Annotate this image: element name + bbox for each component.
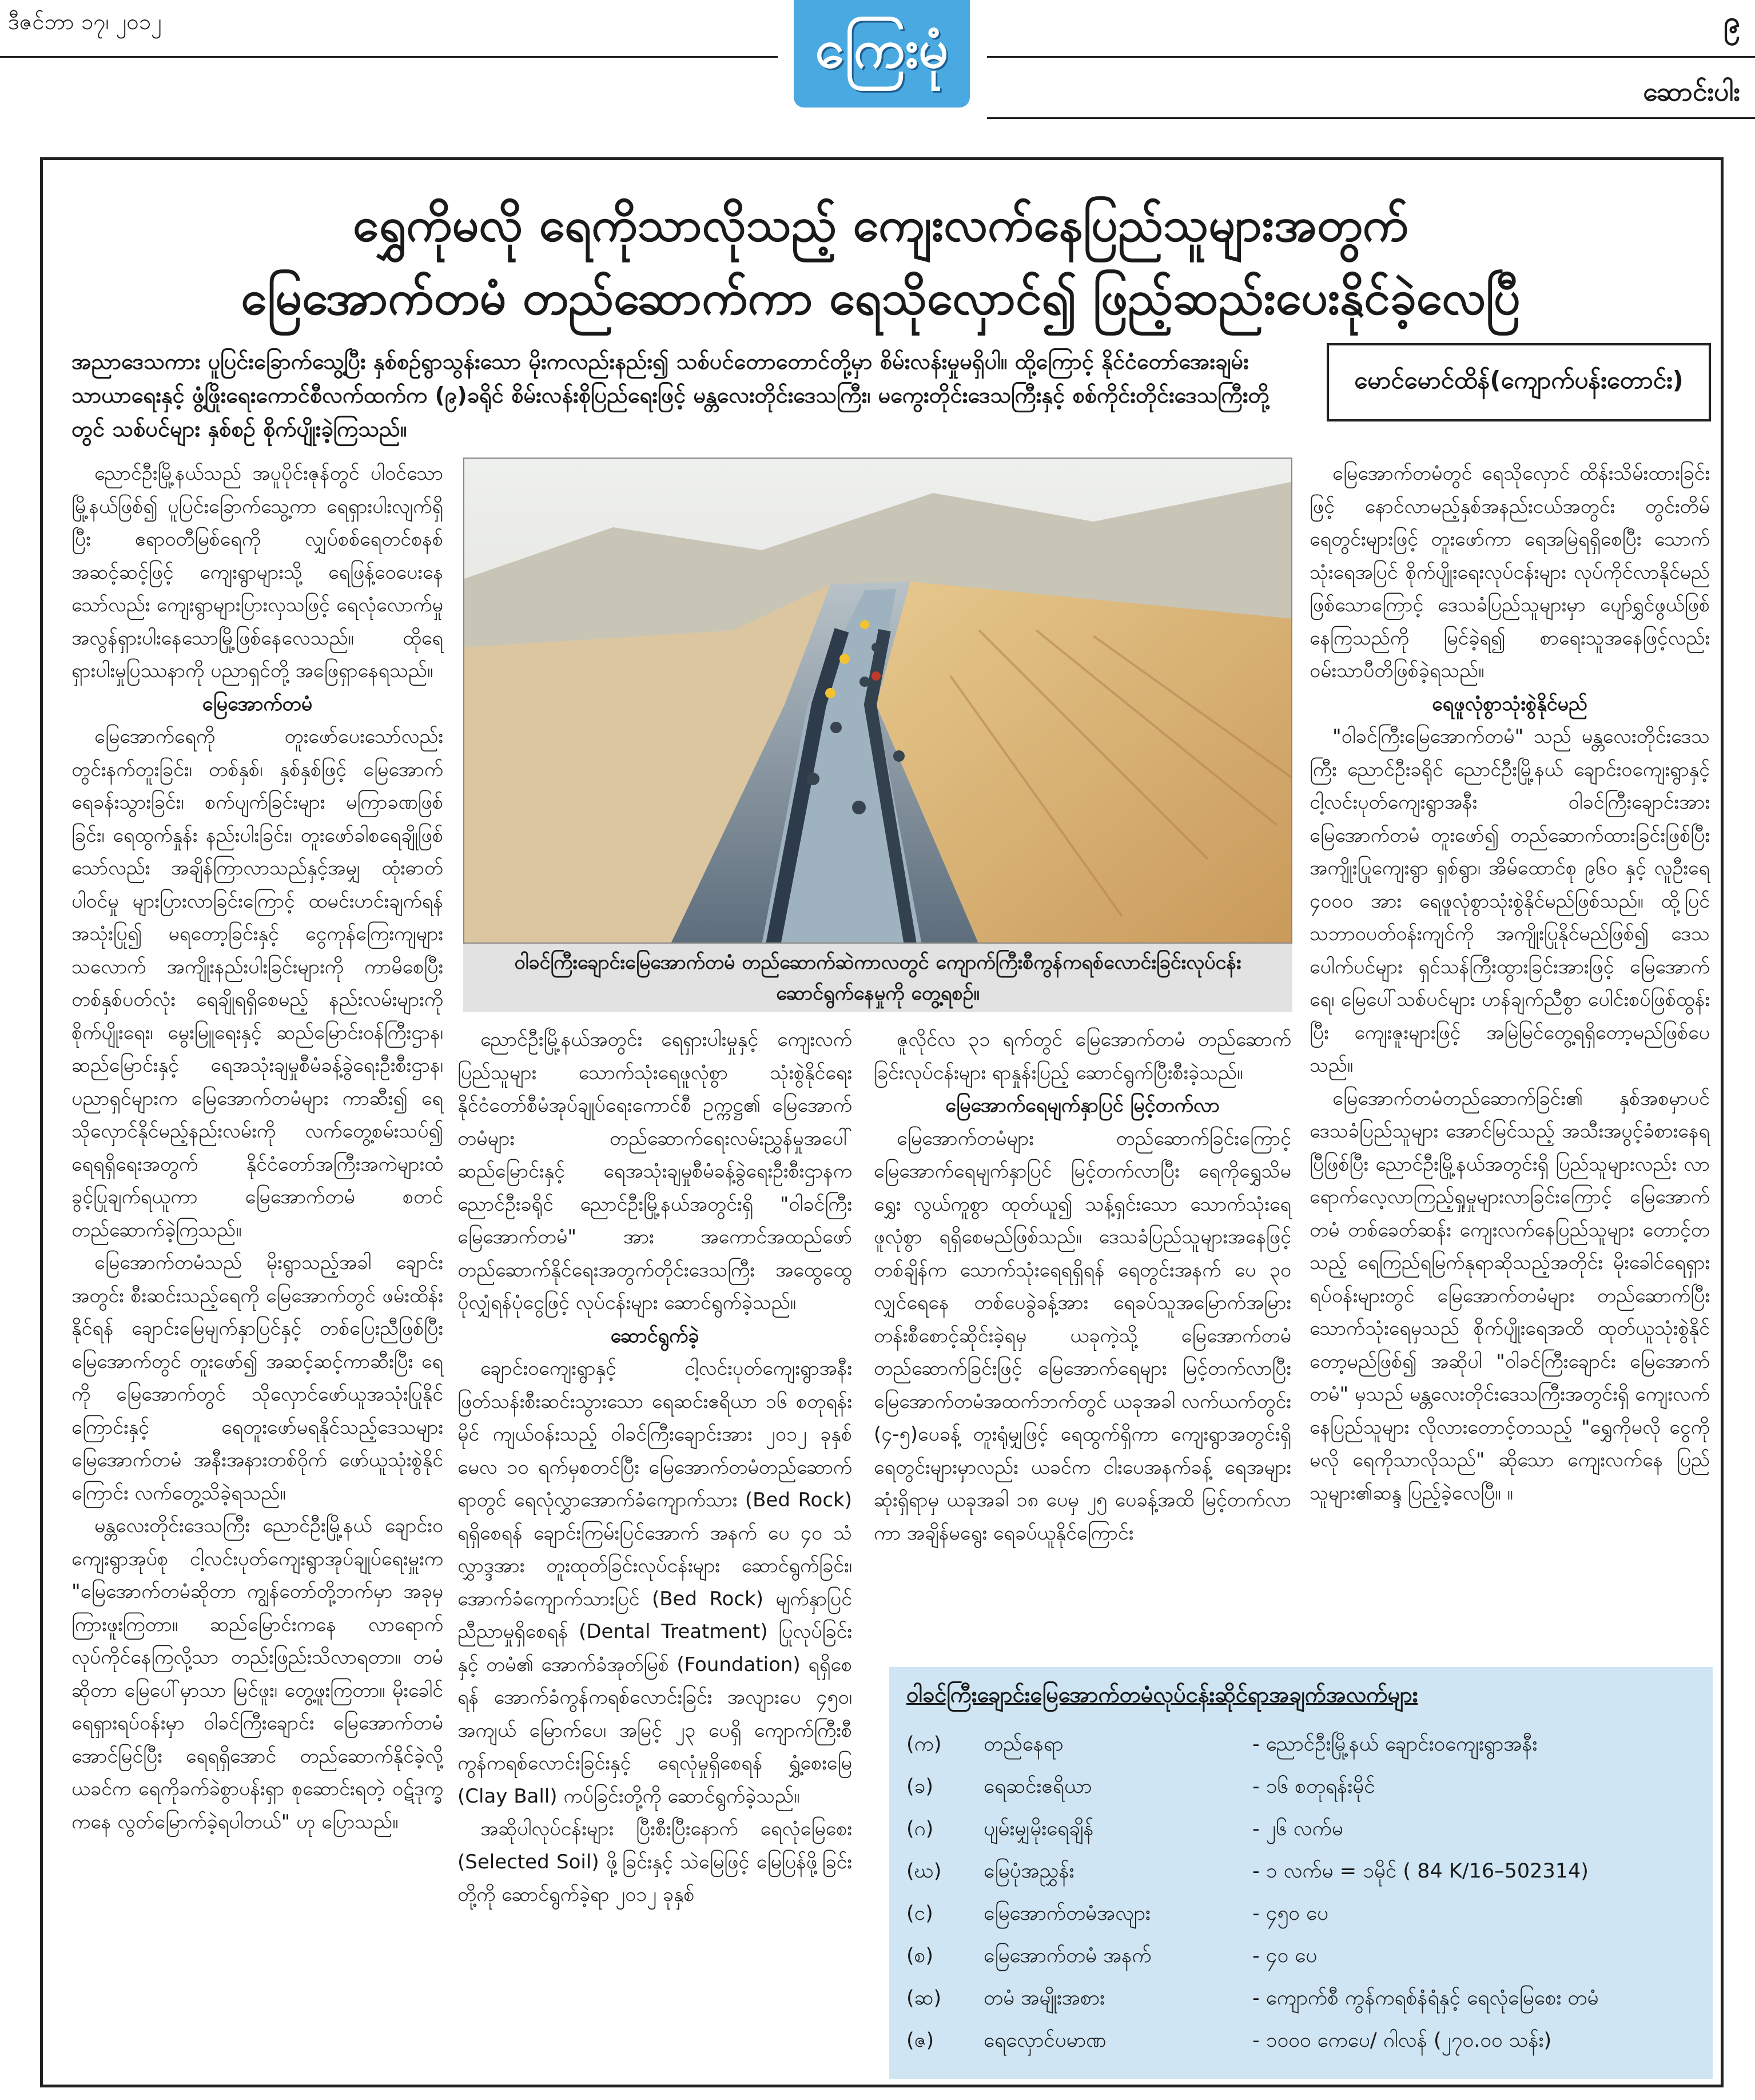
headline-line-1: ရွှေကိုမလို ရေကိုသာလိုသည့် ကျေးလက်နေပြည်သူများအတွက် <box>353 198 1408 252</box>
article-column-2 <box>457 1024 852 1912</box>
fact-value: - ၁ လက်မ = ၁မိုင် ( 84 K/16–502314) <box>1252 1860 1589 1883</box>
subheading: မြေအောက်ရေမျက်နှာပြင် မြင့်တက်လာ <box>945 1094 1220 1117</box>
fact-label: ရေလှောင်ပမာဏ <box>984 2029 1107 2052</box>
fact-row <box>906 1977 1696 2019</box>
fact-row <box>906 1765 1696 1808</box>
paragraph: ဇူလိုင်လ ၃၁ ရက်တွင် မြေအောက်တမံ တည်ဆောက်ခြင်းလုပ်ငန်းများ ရာနှုန်းပြည့် ဆောင်ရွက်ပြီးစီးခဲ့သည်။ <box>874 1028 1291 1084</box>
subheading: ရေဖူလုံစွာသုံးစွဲနိုင်မည် <box>1432 692 1587 715</box>
paragraph: မန္တလေးတိုင်းဒေသကြီး ညောင်ဦးမြို့နယ် ချောင်းဝကျေးရွာအုပ်စု ငါ့လင်းပုတ်ကျေးရွာအုပ်ချုပ်ရေးမှူးက "မြေအောက်တမံဆိုတာ ကျွန်တော်တို့ဘက်မှာ အခုမှ ကြားဖူးကြတာ။ ဆည်မြောင်းကနေ လာရောက်လုပ်ကိုင်နေကြလို့သာ တည်းဖြည်းသိလာရတာ။ တမံဆိုတာ မြေပေါ်မှာသာ မြင်ဖူး၊ တွေ့ဖူးကြတာ။ မိုးခေါင်ရေရှားရပ်ဝန်းမှာ ဝါခင်ကြီးချောင်း မြေအောက်တမံ အောင်မြင်ပြီး ရေရရှိအောင် တည်ဆောက်နိုင်ခဲ့လို့ ယခင်က ရေကိုခက်ခဲစွာပန်းရှာ စုဆောင်းရတဲ့ ဝဋ်ဒုက္ခကနေ လွတ်မြောက်ခဲ့ရပါတယ်" ဟု ပြောသည်။ <box>71 1514 443 1833</box>
fact-number: (စ) <box>906 1944 933 1967</box>
publication-date: ဒီဇင်ဘာ ၁၇၊ ၂၀၁၂ <box>8 9 162 34</box>
header-rule-section <box>987 117 1755 119</box>
fact-value: - ၁၀၀၀ ကေပေ/ ဂါလန် (၂၇၀.၀၀ သန်း) <box>1252 2029 1552 2052</box>
fact-number: (ဃ) <box>906 1860 942 1883</box>
fact-number: (ဂ) <box>906 1817 934 1840</box>
fact-number: (ဆ) <box>906 1987 942 2010</box>
paragraph: ညောင်ဦးမြို့နယ်သည် အပူပိုင်းဇုန်တွင် ပါဝင်သောမြို့နယ်ဖြစ်၍ ပူပြင်းခြောက်သွေ့ကာ ရေရှားပါးလျက်ရှိပြီး ဧရာဝတီမြစ်ရေကို လျှပ်စစ်ရေတင်စနစ် အဆင့်ဆင့်ဖြင့် ကျေးရွာများသို့ ရေဖြန့်ဝေပေးနေသော်လည်း ကျေးရွာများပြားလှသဖြင့် ရေလုံလောက်မှု အလွန်ရှားပါးနေသောမြို့ဖြစ်နေလေသည်။ ထိုရေရှားပါးမှုပြဿနာကို ပညာရှင်တို့ အဖြေရှာနေရသည်။ <box>71 462 443 682</box>
article-column-1 <box>71 458 443 1839</box>
paragraph: အဆိုပါလုပ်ငန်းများ ပြီးစီးပြီးနောက် ရေလုံမြေစေး (Selected Soil) ဖို့ခြင်းနှင့် သဲမြေဖြင့် မြေပြန်ဖို့ခြင်းတို့ကို ဆောင်ရွက်ခဲ့ရာ ၂၀၁၂ ခုနှစ် <box>457 1817 852 1906</box>
fact-label: မြေအောက်တမံ အနက် <box>984 1944 1152 1967</box>
paragraph: ချောင်းဝကျေးရွာနှင့် ငါ့လင်းပုတ်ကျေးရွာအနီးဖြတ်သန်းစီးဆင်းသွားသော ရေဆင်းဧရိယာ ၁၆ စတုရန်းမိုင် ကျယ်ဝန်းသည့် ဝါခင်ကြီးချောင်းအား ၂၀၁၂ ခုနှစ် မေလ ၁၀ ရက်မှစတင်ပြီး မြေအောက်တမံတည်ဆောက်ရာတွင် ရေလုံလွှာအောက်ခံကျောက်သား (Bed Rock) ရရှိစေရန် ချောင်းကြမ်းပြင်အောက် အနက် ပေ ၄၀ သံလွှာဒ္ဒအား တူးထုတ်ခြင်းလုပ်ငန်းများ ဆောင်ရွက်ခြင်း၊ အောက်ခံကျောက်သားပြင် (Bed Rock) မျက်နှာပြင် ညီညာမှုရှိစေရန် (Dental Treatment) ပြုလုပ်ခြင်းနှင့် တမံ၏ အောက်ခံအုတ်မြစ် (Foundation) ရရှိစေရန် အောက်ခံကွန်ကရစ်လောင်းခြင်း အလျားပေ ၄၅၀၊ အကျယ် မြောက်ပေ၊ အမြင့် ၂၃ ပေရှိ ကျောက်ကြီးစီကွန်ကရစ်လောင်းခြင်းနှင့် ရေလုံမှုရှိစေရန် ရွှံ့စေးမြေ (Clay Ball) ကပ်ခြင်းတို့ကို ဆောင်ရွက်ခဲ့သည်။ <box>457 1357 852 1808</box>
fact-row <box>906 1892 1696 1935</box>
section-name: ဆောင်းပါး <box>1643 76 1740 107</box>
facts-title: ဝါခင်ကြီးချောင်းမြေအောက်တမံလုပ်ငန်းဆိုင်ရာအချက်အလက်များ <box>906 1682 1418 1707</box>
paragraph: မြေအောက်တမံတည်ဆောက်ခြင်း၏ နှစ်အစမှာပင် ဒေသခံပြည်သူများ အောင်မြင်သည့် အသီးအပွင့်ခံစားနေရပြီဖြစ်ပြီး ညောင်ဦးမြို့နယ်အတွင်းရှိ ပြည်သူများလည်း လာရောက်လေ့လာကြည့်ရှုမှုများလာခြင်းကြောင့် မြေအောက်တမံ တစ်ခေတ်ဆန်း ကျေးလက်နေပြည်သူများ တောင့်တသည့် ရေကြည်ရမြက်နုရာဆိုသည့်အတိုင်း မိုးခေါင်ရေရှားရပ်ဝန်းများတွင် မြေအောက်တမံများ တည်ဆောက်ပြီး သောက်သုံးရေမှသည် စိုက်ပျိုးရေအထိ ထုတ်ယူသုံးစွဲနိုင်တော့မည်ဖြစ်၍ အဆိုပါ "ဝါခင်ကြီးချောင်း မြေအောက်တမံ" မှသည် မန္တလေးတိုင်းဒေသကြီးအတွင်းရှိ ကျေးလက်နေပြည်သူများ လိုလားတောင့်တသည့် "ရွှေကိုမလို ငွေကိုမလို ရေကိုသာလိုသည်" ဆိုသော ကျေးလက်နေ ပြည်သူများ၏ဆန္ဒ ပြည့်ခဲ့လေပြီ။ ။ <box>1310 1087 1710 1505</box>
headline <box>63 189 1698 335</box>
fact-row <box>906 1808 1696 1850</box>
header-rule-left <box>0 56 778 58</box>
fact-number: (င) <box>906 1902 933 1925</box>
fact-label: တည်နေရာ <box>984 1733 1064 1756</box>
fact-label: မြေပုံအညွှန်း <box>984 1860 1075 1883</box>
paragraph: မြေအောက်တမံတွင် ရေသိုလှောင် ထိန်းသိမ်းထားခြင်းဖြင့် နောင်လာမည့်နှစ်အနည်းငယ်အတွင်း တွင်းတိမ်ရေတွင်းများဖြင့် တူးဖော်ကာ ရေအမြဲရရှိစေပြီး သောက်သုံးရေအပြင် စိုက်ပျိုးရေးလုပ်ငန်းများ လုပ်ကိုင်လာနိုင်မည်ဖြစ်သောကြောင့် ဒေသခံပြည်သူများမှာ ပျော်ရွှင်ဖွယ်ဖြစ်နေကြသည်ကို မြင်ခဲ့ရ၍ စာရေးသူအနေဖြင့်လည်း ဝမ်းသာပီတိဖြစ်ခဲ့ရသည်။ <box>1310 462 1710 682</box>
paragraph: မြေအောက်တမံများ တည်ဆောက်ခြင်းကြောင့် မြေအောက်ရေမျက်နှာပြင် မြင့်တက်လာပြီး ရေကိုရွှေသိမရွှေး လွယ်ကူစွာ ထုတ်ယူ၍ သန့်ရှင်းသော သောက်သုံးရေဖူလုံစွာ ရရှိစေမည်ဖြစ်သည်။ ဒေသခံပြည်သူများအနေဖြင့် တစ်ချိန်က သောက်သုံးရေရရှိရန် ရေတွင်းအနက် ပေ ၃၀ လျှင်ရေနေ တစ်ပေခွဲခန့်အား ရေခပ်သူအမြောက်အမြား တန်းစီစောင့်ဆိုင်းခဲ့ရမှ ယခုကဲ့သို့ မြေအောက်တမံ တည်ဆောက်ခြင်းဖြင့် မြေအောက်ရေများ မြင့်တက်လာပြီး မြေအောက်တမံအထက်ဘက်တွင် ယခုအခါ လက်ယက်တွင်း (၄-၅)ပေခန့် တူးရုံမျှဖြင့် ရေထွက်ရှိကာ ကျေးရွာအတွင်းရှိ ရေတွင်းများမှာလည်း ယခင်က ငါးပေအနက်ခန့် ရေအများဆုံးရှိရာမှ ယခုအခါ ၁၈ ပေမှ ၂၅ ပေခန့်အထိ မြင့်တက်လာကာ အချိန်မရွေး ရေခပ်ယူနိုင်ကြောင်း <box>874 1127 1291 1545</box>
fact-value: - ၄၀ ပေ <box>1252 1944 1318 1967</box>
fact-label: တမံ အမျိုးအစား <box>984 1987 1105 2010</box>
paragraph: ညောင်ဦးမြို့နယ်အတွင်း ရေရှားပါးမှုနှင့် ကျေးလက်ပြည်သူများ သောက်သုံးရေဖူလုံစွာ သုံးစွဲနိုင်ရေး နိုင်ငံတော်စီမံအုပ်ချုပ်ရေးကောင်စီ ဥက္ကဋ္ဌ၏ မြေအောက်တမံများ တည်ဆောက်ရေးလမ်းညွှန်မှုအပေါ် ဆည်မြောင်းနှင့် ရေအသုံးချမှုစီမံခန့်ခွဲရေးဦးစီးဌာနက ညောင်ဦးခရိုင် ညောင်ဦးမြို့နယ်အတွင်းရှိ "ဝါခင်ကြီးမြေအောက်တမံ" အား အကောင်အထည်ဖော် တည်ဆောက်နိုင်ရေးအတွက်တိုင်းဒေသကြီး အထွေထွေပိုလျှံရန်ပုံငွေဖြင့် လုပ်ငန်းများ ဆောင်ရွက်ခဲ့သည်။ <box>457 1028 852 1314</box>
logo-text: ကြေးမုံ <box>815 18 949 79</box>
headline-line-2: မြေအောက်တမံ တည်ဆောက်ကာ ရေသိုလှောင်၍ ဖြည့်ဆည်းပေးနိုင်ခဲ့လေပြီ <box>241 271 1521 325</box>
facts-box <box>889 1667 1713 2079</box>
page-number: ၉ <box>1723 5 1740 39</box>
fact-row <box>906 2019 1696 2062</box>
article-column-4 <box>1310 458 1710 1510</box>
fact-value: - ၄၅၀ ပေ <box>1252 1902 1328 1925</box>
fact-row <box>906 1850 1696 1892</box>
byline-box <box>1327 343 1711 421</box>
header-rule-right <box>987 56 1755 58</box>
paragraph: "ဝါခင်ကြီးမြေအောက်တမံ" သည် မန္တလေးတိုင်းဒေသကြီး ညောင်ဦးခရိုင် ညောင်ဦးမြို့နယ် ချောင်းဝကျေးရွာနှင့် ငါ့လင်းပုတ်ကျေးရွာအနီး ဝါခင်ကြီးချောင်းအား မြေအောက်တမံ တူးဖော်၍ တည်ဆောက်ထားခြင်းဖြစ်ပြီး အကျိုးပြုကျေးရွာ ရှစ်ရွာ၊ အိမ်ထောင်စု ၉၆၀ နှင့် လူဦးရေ ၄၀၀၀ အား ရေဖူလုံစွာသုံးစွဲနိုင်မည်ဖြစ်သည်။ ထို့ပြင် သဘာဝပတ်ဝန်းကျင်ကို အကျိုးပြုနိုင်မည်ဖြစ်၍ ဒေသပေါက်ပင်များ ရှင်သန်ကြီးထွားခြင်းအားဖြင့် မြေအောက်ရေ၊ မြေပေါ်သစ်ပင်များ ဟန်ချက်ညီစွာ ပေါင်းစပ်ဖြစ်ထွန်းပြီး ကျေးဇူးများဖြင့် အမြဲမြင်တွေ့ရရှိတော့မည်ဖြစ်ပေသည်။ <box>1310 725 1710 1077</box>
fact-number: (က) <box>906 1733 942 1756</box>
fact-number: (ဇ) <box>906 2029 934 2052</box>
fact-row <box>906 1935 1696 1977</box>
fact-number: (ခ) <box>906 1775 933 1798</box>
paragraph: မြေအောက်ရေကို တူးဖော်ပေးသော်လည်း တွင်းနက်တူးခြင်း၊ တစ်နှစ်၊ နှစ်နှစ်ဖြင့် မြေအောက်ရေခန်းသွားခြင်း၊ စက်ပျက်ခြင်းများ မကြာခဏဖြစ်ခြင်း၊ ရေထွက်နှုန်း နည်းပါးခြင်း၊ တူးဖော်ခါစရေချိုဖြစ်သော်လည်း အချိန်ကြာလာသည်နှင့်အမျှ ထုံးဓာတ်ပါဝင်မှု များပြားလာခြင်းကြောင့် ထမင်းဟင်းချက်ရန် အသုံးပြု၍ မရတော့ခြင်းနှင့် ငွေကုန်ကြေးကျများသလောက် အကျိုးနည်းပါးခြင်းများကို ကာမိစေပြီး တစ်နှစ်ပတ်လုံး ရေချိုရရှိစေမည့် နည်းလမ်းများကို စိုက်ပျိုးရေး၊ မွေးမြူရေးနှင့် ဆည်မြောင်းဝန်ကြီးဌာန၊ ဆည်မြောင်းနှင့် ရေအသုံးချမှုစီမံခန့်ခွဲရေးဦးစီးဌာန၊ ပညာရှင်များက မြေအောက်တမံများ ကာဆီး၍ ရေသိုလှောင်နိုင်မည့်နည်းလမ်းကို လက်တွေ့စမ်းသပ်၍ ရေရရှိရေးအတွက် နိုင်ငံတော်အကြီးအကဲများထံ ခွင့်ပြုချက်ရယူကာ မြေအောက်တမံ စတင်တည်ဆောက်ခဲ့ကြသည်။ <box>71 725 443 1242</box>
lead-paragraph: အညာဒေသကား ပူပြင်းခြောက်သွေ့ပြီး နှစ်စဉ်ရွာသွန်းသော မိုးကလည်းနည်း၍ သစ်ပင်တောတောင်တို့မှာ စိမ်းလန်းမှုမရှိပါ။ ထို့ကြောင့် နိုင်ငံတော်အေးချမ်းသာယာရေးနှင့် ဖွံ့ဖြိုးရေးကောင်စီလက်ထက်က (၉)ခရိုင် စိမ်းလန်းစိုပြည်ရေးဖြင့် မန္တလေးတိုင်းဒေသကြီး၊ မကွေးတိုင်းဒေသကြီးနှင့် စစ်ကိုင်းတိုင်းဒေသကြီးတို့တွင် သစ်ပင်များ နှစ်စဉ် စိုက်ပျိုးခဲ့ကြသည်။ <box>71 349 1270 442</box>
subheading: ဆောင်ရွက်ခဲ့ <box>610 1324 699 1347</box>
byline: မောင်မောင်ထိန်(ကျောက်ပန်းတောင်း) <box>1354 365 1684 394</box>
fact-row <box>906 1723 1696 1765</box>
fact-label: မြေအောက်တမံအလျား <box>984 1902 1151 1925</box>
fact-value: - ၂၆ လက်မ <box>1252 1817 1343 1840</box>
paragraph: မြေအောက်တမံသည် မိုးရွာသည့်အခါ ချောင်းအတွင်း စီးဆင်းသည့်ရေကို မြေအောက်တွင် ဖမ်းထိန်းနိုင်ရန် ချောင်းမြေမျက်နှာပြင်နှင့် တစ်ပြေးညီဖြစ်ပြီး မြေအောက်တွင် တူးဖော်၍ အဆင့်ဆင့်ကာဆီးပြီး ရေကို မြေအောက်တွင် သိုလှောင်ဖော်ယူအသုံးပြုနိုင်ကြောင်းနှင့် ရေတူးဖော်မရနိုင်သည့်ဒေသများ မြေအောက်တမံ အနီးအနားတစ်ဝိုက် ဖော်ယူသုံးစွဲနိုင်ကြောင်း လက်တွေ့သိခဲ့ရသည်။ <box>71 1251 443 1505</box>
fact-value: - ၁၆ စတုရန်းမိုင် <box>1252 1775 1375 1798</box>
photo-caption: ဝါခင်ကြီးချောင်းမြေအောက်တမံ တည်ဆောက်ဆဲကာလတွင် ကျောက်ကြီးစီကွန်ကရစ်လောင်းခြင်းလုပ်ငန်း ဆောင်ရွက်နေမှုကို တွေ့ရစဉ်။ <box>463 944 1292 1012</box>
newspaper-logo <box>794 0 970 108</box>
fact-value: - ကျောက်စီ ကွန်ကရစ်နံရံနှင့် ရေလုံမြေစေး တမံ <box>1252 1987 1599 2010</box>
article-column-3 <box>874 1024 1291 1550</box>
fact-value: - ညောင်ဦးမြို့နယ် ချောင်းဝကျေးရွာအနီး <box>1252 1733 1538 1756</box>
construction-photo <box>463 458 1292 944</box>
canal-construction-image <box>464 459 1292 944</box>
fact-label: ပျမ်းမျှမိုးရေချိန် <box>984 1817 1094 1840</box>
fact-label: ရေဆင်းဧရိယာ <box>984 1775 1092 1798</box>
subheading: မြေအောက်တမံ <box>202 692 313 715</box>
